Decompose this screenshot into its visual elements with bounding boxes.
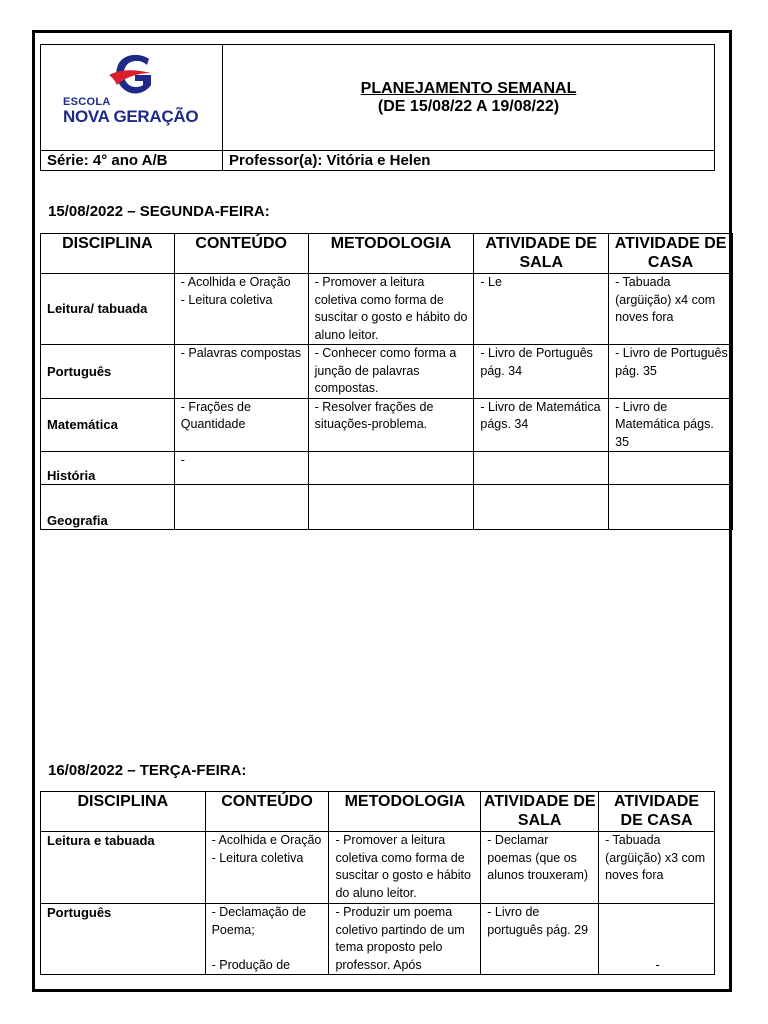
- subject-cell: Português: [41, 345, 175, 399]
- school-logo: [41, 45, 223, 151]
- title-cell: [223, 45, 715, 151]
- column-header-conteudo: CONTEÚDO: [174, 234, 308, 274]
- column-header-metodologia: METODOLOGIA: [308, 234, 474, 274]
- home-activity-cell: [609, 485, 733, 530]
- method-cell: - Promover a leitura coletiva como forma de suscitar o gosto e hábito do aluno leitor.: [308, 274, 474, 345]
- column-header-atividade-casa: ATIVIDADE DE CASA: [609, 234, 733, 274]
- subject-cell: História: [41, 452, 175, 485]
- subject-cell: Geografia: [41, 485, 175, 530]
- method-cell: [308, 485, 474, 530]
- method-cell: - Produzir um poema coletivo partindo de um tema proposto pelo professor. Após: [329, 904, 481, 975]
- plan-table-tuesday: [40, 791, 715, 975]
- home-activity-cell: - Tabuada (argüição) x3 com noves fora: [599, 832, 715, 904]
- column-header-atividade-sala: ATIVIDADE DE SALA: [474, 234, 609, 274]
- serie-label: Série: 4° ano A/B: [41, 151, 223, 171]
- table-row: [41, 345, 733, 399]
- subject-cell: Leitura e tabuada: [41, 832, 206, 904]
- method-cell: - Promover a leitura coletiva como forma de suscitar o gosto e hábito do aluno leitor.: [329, 832, 481, 904]
- table-row: [41, 398, 733, 452]
- subject-cell: Português: [41, 904, 206, 975]
- column-header-atividade-sala: ATIVIDADE DE SALA: [481, 792, 599, 832]
- content-cell: - Acolhida e Oração - Leitura coletiva: [174, 274, 308, 345]
- table-row: [41, 832, 715, 904]
- column-header-disciplina: DISCIPLINA: [41, 234, 175, 274]
- subject-cell: Leitura/ tabuada: [41, 274, 175, 345]
- content-cell: - Acolhida e Oração - Leitura coletiva: [205, 832, 329, 904]
- column-header-atividade-casa: ATIVIDADE DE CASA: [599, 792, 715, 832]
- content-cell: - Declamação de Poema; - Produção de: [205, 904, 329, 975]
- professor-label: Professor(a): Vitória e Helen: [223, 151, 715, 171]
- class-activity-cell: - Declamar poemas (que os alunos trouxeram): [481, 832, 599, 904]
- method-cell: - Resolver frações de situações-problema.: [308, 398, 474, 452]
- table-row: [41, 904, 715, 975]
- header-table: [40, 44, 715, 171]
- class-activity-cell: - Livro de português pág. 29: [481, 904, 599, 975]
- home-activity-cell: - Livro de Matemática págs. 35: [609, 398, 733, 452]
- method-cell: - Conhecer como forma a junção de palavras compostas.: [308, 345, 474, 399]
- class-activity-cell: - Le: [474, 274, 609, 345]
- logo-text-escola: ESCOLA: [63, 96, 111, 108]
- content-cell: -: [174, 452, 308, 485]
- home-activity-cell: - Livro de Português pág. 35: [609, 345, 733, 399]
- content-cell: [174, 485, 308, 530]
- column-header-metodologia: METODOLOGIA: [329, 792, 481, 832]
- table-row: [41, 452, 733, 485]
- content-cell: - Frações de Quantidade: [174, 398, 308, 452]
- home-activity-cell: -: [599, 904, 715, 975]
- plan-table-monday: [40, 233, 733, 530]
- table-row: [41, 485, 733, 530]
- column-header-conteudo: CONTEÚDO: [205, 792, 329, 832]
- column-header-disciplina: DISCIPLINA: [41, 792, 206, 832]
- home-activity-cell: [609, 452, 733, 485]
- subject-cell: Matemática: [41, 398, 175, 452]
- home-activity-cell: - Tabuada (argüição) x4 com noves fora: [609, 274, 733, 345]
- day-title-monday: 15/08/2022 – SEGUNDA-FEIRA:: [48, 203, 270, 220]
- class-activity-cell: [474, 485, 609, 530]
- day-title-tuesday: 16/08/2022 – TERÇA-FEIRA:: [48, 762, 247, 779]
- class-activity-cell: - Livro de Português pág. 34: [474, 345, 609, 399]
- logo-text-nova-geracao: NOVA GERAÇÃO: [63, 107, 199, 126]
- logo-g-icon: [105, 51, 165, 99]
- class-activity-cell: [474, 452, 609, 485]
- table-row: [41, 274, 733, 345]
- document-date-range: (DE 15/08/22 A 19/08/22): [377, 97, 560, 115]
- content-cell: - Palavras compostas: [174, 345, 308, 399]
- method-cell: [308, 452, 474, 485]
- document-title: PLANEJAMENTO SEMANAL: [360, 79, 577, 97]
- class-activity-cell: - Livro de Matemática págs. 34: [474, 398, 609, 452]
